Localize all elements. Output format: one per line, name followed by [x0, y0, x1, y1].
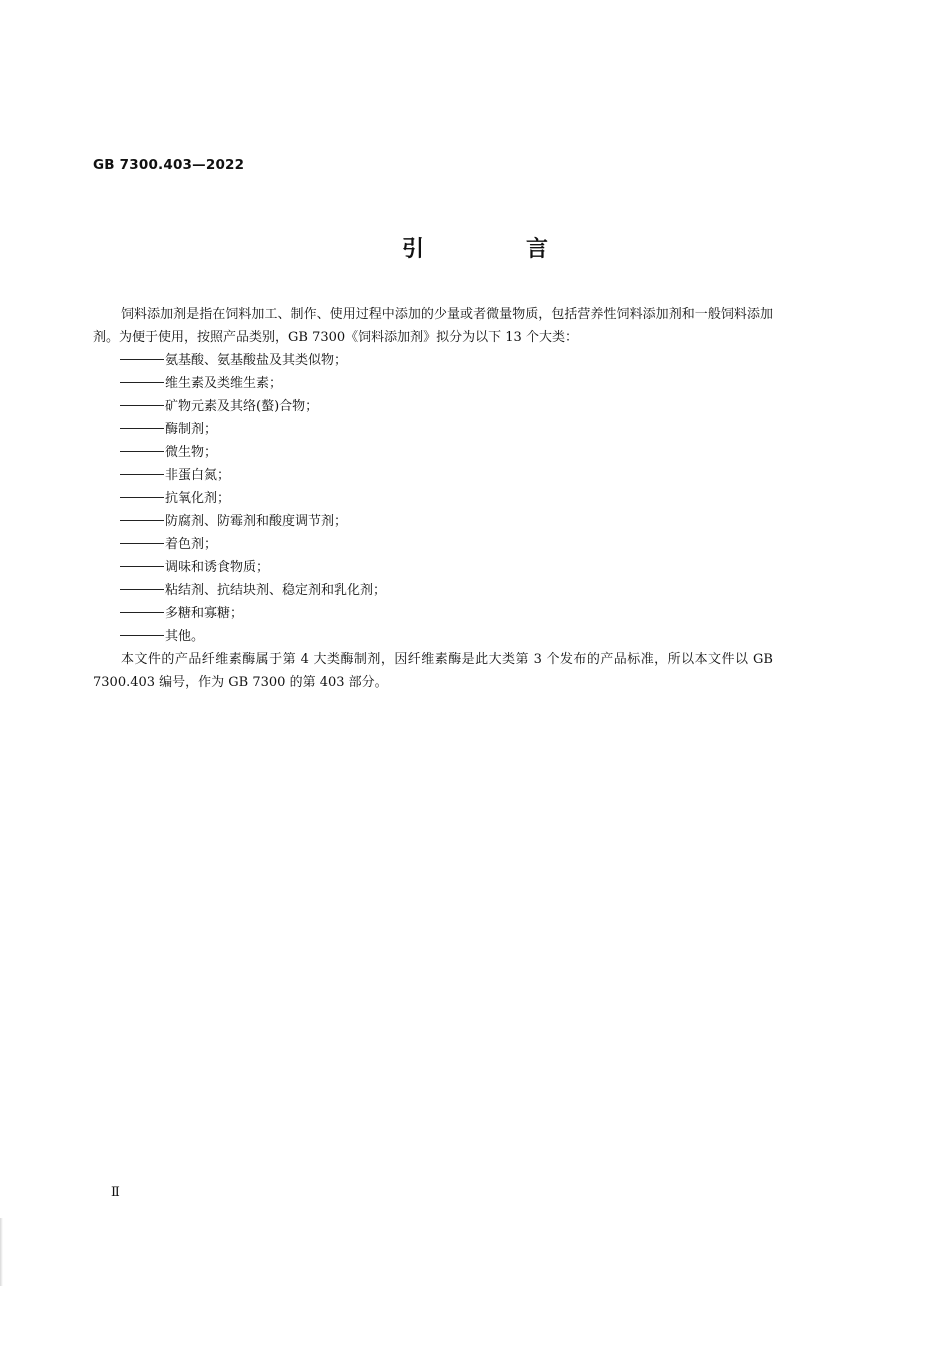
list-item: [120, 418, 773, 441]
list-item: [120, 556, 773, 579]
list-item-text: 抗氧化剂；: [165, 491, 231, 506]
dash-marker: [120, 405, 164, 406]
list-item: [120, 395, 773, 418]
dash-marker: [120, 589, 164, 590]
list-item-text: 氨基酸、氨基酸盐及其类似物；: [165, 353, 348, 368]
list-item: [120, 349, 773, 372]
list-item-text: 多糖和寡糖；: [165, 606, 244, 621]
list-item-text: 酶制剂；: [165, 422, 218, 437]
dash-marker: [120, 359, 164, 360]
dash-marker: [120, 635, 164, 636]
dash-marker: [120, 543, 164, 544]
category-list: [93, 349, 773, 648]
list-item-text: 着色剂；: [165, 537, 218, 552]
list-item: [120, 510, 773, 533]
intro-paragraph: 饲料添加剂是指在饲料加工、制作、使用过程中添加的少量或者微量物质，包括营养性饲料添加剂和一般饲料添加剂。为便于使用，按照产品类别，GB 7300《饲料添加剂》拟分为以下 13 个大类：: [93, 307, 773, 345]
list-item: [120, 579, 773, 602]
list-item: [120, 533, 773, 556]
dash-marker: [120, 382, 164, 383]
list-item-text: 其他。: [165, 629, 205, 644]
list-item: [120, 602, 773, 625]
closing-paragraph: 本文件的产品纤维素酶属于第 4 大类酶制剂，因纤维素酶是此大类第 3 个发布的产品标准，所以本文件以 GB 7300.403 编号，作为 GB 7300 的第 403 部分。: [93, 652, 773, 690]
dash-marker: [120, 428, 164, 429]
page-title: 引 言: [401, 237, 588, 262]
list-item-text: 防腐剂、防霉剂和酸度调节剂；: [165, 514, 348, 529]
page-number: Ⅱ: [111, 1185, 120, 1200]
dash-marker: [120, 451, 164, 452]
dash-marker: [120, 520, 164, 521]
list-item: [120, 487, 773, 510]
document-body: [93, 303, 773, 694]
dash-marker: [120, 612, 164, 613]
dash-marker: [120, 474, 164, 475]
list-item-text: 调味和诱食物质；: [165, 560, 270, 575]
list-item-text: 非蛋白氮；: [165, 468, 231, 483]
list-item: [120, 464, 773, 487]
list-item-text: 维生素及类维生素；: [165, 376, 283, 391]
dash-marker: [120, 566, 164, 567]
list-item-text: 粘结剂、抗结块剂、稳定剂和乳化剂；: [165, 583, 387, 598]
list-item-text: 微生物；: [165, 445, 218, 460]
standard-number: GB 7300.403—2022: [93, 157, 245, 173]
list-item-text: 矿物元素及其络(螯)合物；: [165, 399, 319, 414]
dash-marker: [120, 497, 164, 498]
list-item: [120, 441, 773, 464]
page-edge-shadow: [0, 1218, 3, 1286]
list-item: [120, 372, 773, 395]
list-item: [120, 625, 773, 648]
